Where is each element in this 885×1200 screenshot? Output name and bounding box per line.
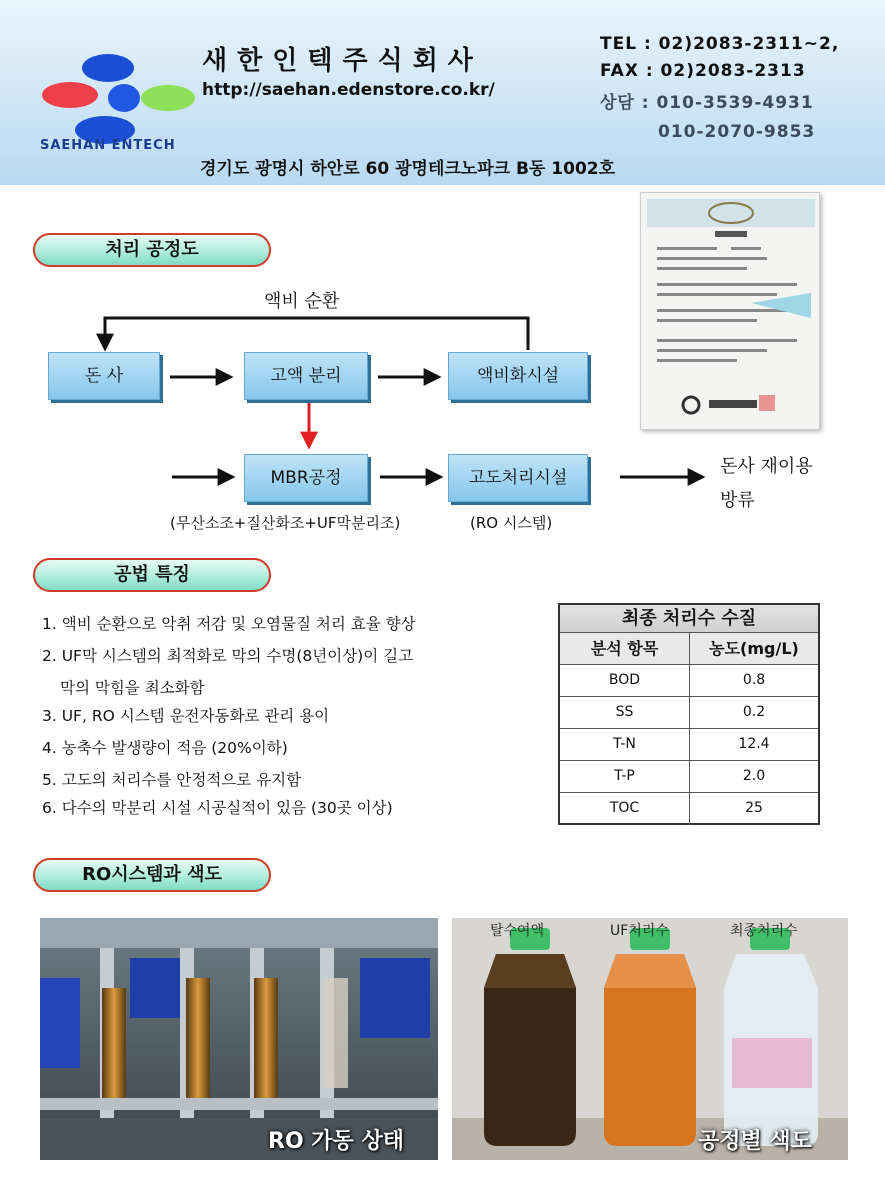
cell-value: 0.8 xyxy=(742,672,766,688)
cell-value: 0.2 xyxy=(742,704,766,720)
table-header-row xyxy=(560,633,818,665)
table-row xyxy=(560,697,818,729)
table-title: 최종 처리수 수질 xyxy=(560,605,818,633)
feature-item: 6. 다수의 막분리 시설 시공실적이 있음 (30곳 이상) xyxy=(42,799,393,817)
cell-item: T-P xyxy=(560,761,690,792)
col-header-item: 분석 항목 xyxy=(560,633,690,664)
output-reuse: 돈사 재이용 xyxy=(720,456,813,477)
recirculation-label: 액비 순환 xyxy=(264,291,340,312)
box-donsa: 돈 사 xyxy=(48,352,160,400)
cell-value: 12.4 xyxy=(738,736,770,752)
feature-item: 5. 고도의 처리수를 안정적으로 유지함 xyxy=(42,771,302,789)
ro-photo-caption: RO 가동 상태 xyxy=(268,1129,404,1154)
feature-item: 1. 액비 순환으로 악취 저감 및 오염물질 처리 효율 향상 xyxy=(42,615,416,633)
advanced-subtitle: (RO 시스템) xyxy=(470,514,553,532)
cell-value: 25 xyxy=(745,800,763,816)
feature-item: 2. UF막 시스템의 최적화로 막의 수명(8년이상)이 길고 xyxy=(42,647,414,665)
box-advanced-treatment: 고도처리시설 xyxy=(448,454,588,502)
cell-item: TOC xyxy=(560,793,690,825)
tel-number: TEL : 02)2083-2311~2, xyxy=(600,34,840,54)
table-row xyxy=(560,793,818,825)
box-liquid-fertilizer-facility: 액비화시설 xyxy=(448,352,588,400)
bottle-label-final: 최종처리수 xyxy=(730,923,798,939)
section-title-features: 공법 특징 xyxy=(33,558,271,592)
website-link[interactable]: http://saehan.edenstore.co.kr/ xyxy=(202,80,495,100)
color-photo-caption: 공정별 색도 xyxy=(698,1129,812,1154)
address: 경기도 광명시 하안로 60 광명테크노파크 B동 1002호 xyxy=(200,159,616,179)
output-discharge: 방류 xyxy=(720,490,755,511)
bottle-label-uf: UF처리수 xyxy=(610,923,669,939)
table-row xyxy=(560,761,818,793)
cell-value: 2.0 xyxy=(742,768,766,784)
box-solid-liquid-separation: 고액 분리 xyxy=(244,352,368,400)
table-row xyxy=(560,665,818,697)
cell-item: SS xyxy=(560,697,690,728)
cell-item: T-N xyxy=(560,729,690,760)
logo-text: SAEHAN ENTECH xyxy=(40,138,176,153)
table-row xyxy=(560,729,818,761)
feature-item: 막의 막힘을 최소화함 xyxy=(60,679,205,697)
col-header-concentration: 농도(mg/L) xyxy=(709,639,799,658)
consult-number-2: 010-2070-9853 xyxy=(658,122,816,142)
cell-item: BOD xyxy=(560,665,690,696)
feature-item: 3. UF, RO 시스템 운전자동화로 관리 용이 xyxy=(42,707,330,725)
recirc-arrow xyxy=(105,318,528,350)
company-name: 새한인텍주식회사 xyxy=(202,46,483,76)
section-title-ro: RO시스템과 색도 xyxy=(33,858,271,892)
color-comparison-photo xyxy=(452,918,848,1160)
section-title-process: 처리 공정도 xyxy=(33,233,271,267)
feature-item: 4. 농축수 발생량이 적음 (20%이하) xyxy=(42,739,288,757)
bottle-label-dehydrated: 탈수여액 xyxy=(490,923,545,939)
ro-system-photo xyxy=(40,918,438,1160)
water-quality-table xyxy=(558,603,820,825)
consult-number-1: 상담 : 010-3539-4931 xyxy=(600,93,814,113)
box-mbr-process: MBR공정 xyxy=(244,454,368,502)
fax-number: FAX : 02)2083-2313 xyxy=(600,61,806,81)
mbr-subtitle: (무산소조+질산화조+UF막분리조) xyxy=(170,514,401,532)
